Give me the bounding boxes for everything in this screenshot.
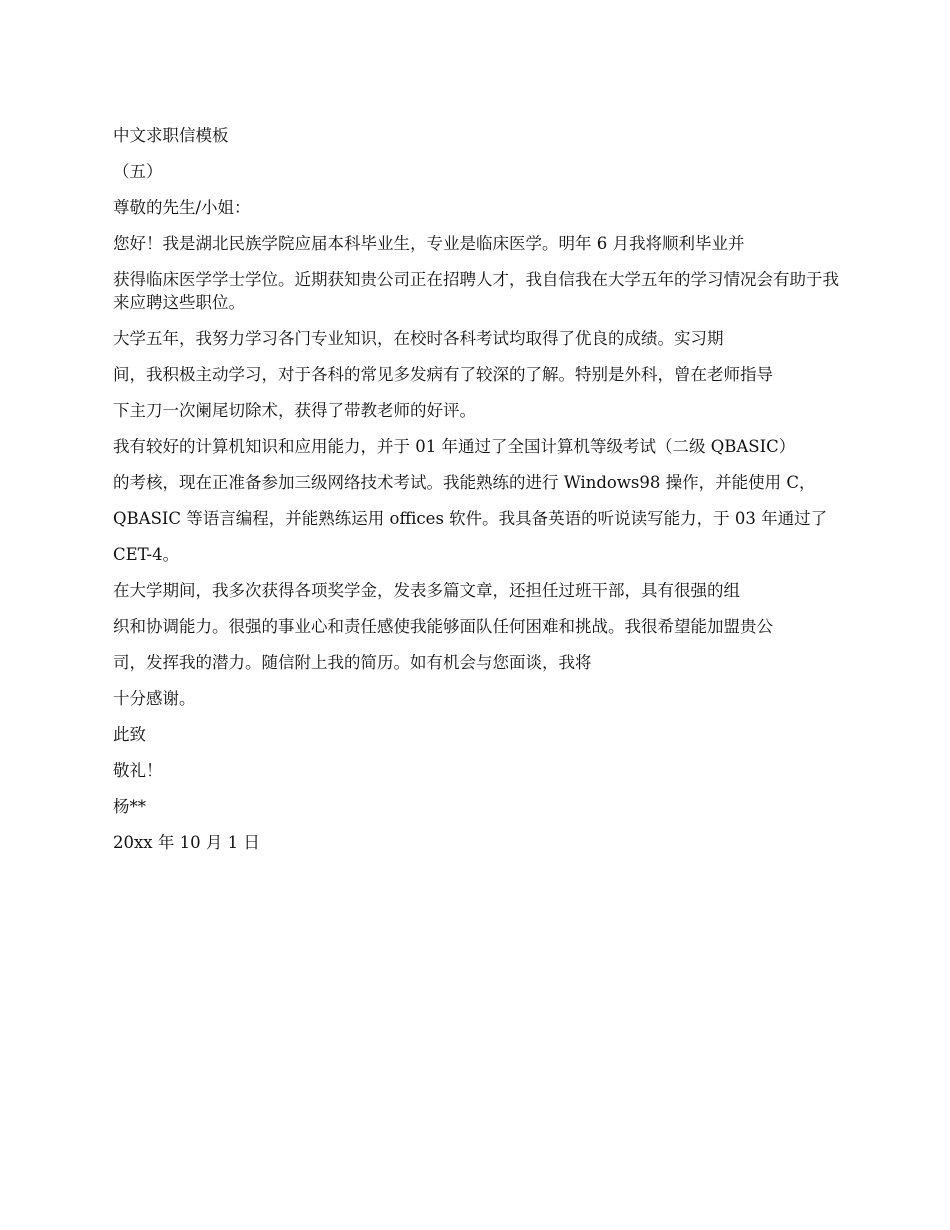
body-line: 在大学期间，我多次获得各项奖学金，发表多篇文章，还担任过班干部，具有很强的组 <box>113 581 740 600</box>
letter-date: 20xx 年 10 月 1 日 <box>113 833 260 852</box>
body-line: 织和协调能力。很强的事业心和责任感使我能够面队任何困难和挑战。我很希望能加盟贵公 <box>113 617 773 636</box>
body-line: 我有较好的计算机知识和应用能力，并于 01 年通过了全国计算机等级考试（二级 QBASIC） <box>113 437 796 456</box>
signature: 杨** <box>113 797 146 816</box>
letter-salutation: 尊敬的先生/小姐： <box>113 198 251 217</box>
letter-number: （五） <box>113 162 163 181</box>
body-line: 大学五年，我努力学习各门专业知识，在校时各科考试均取得了优良的成绩。实习期 <box>113 329 724 348</box>
body-line: 间，我积极主动学习，对于各科的常见多发病有了较深的了解。特别是外科，曾在老师指导 <box>113 365 773 384</box>
letter-title: 中文求职信模板 <box>113 126 229 145</box>
closing-line-2: 敬礼！ <box>113 761 163 780</box>
body-line: 下主刀一次阑尾切除术，获得了带教老师的好评。 <box>113 401 476 420</box>
letter-page <box>113 124 845 867</box>
body-line: QBASIC 等语言编程，并能熟练运用 offices 软件。我具备英语的听说读写能力，于 03 年通过了 <box>113 509 828 528</box>
body-line: 的考核，现在正准备参加三级网络技术考试。我能熟练的进行 Windows98 操作，并能使用 C， <box>113 473 816 492</box>
body-line: 司，发挥我的潜力。随信附上我的简历。如有机会与您面谈，我将 <box>113 653 592 672</box>
body-line: CET-4。 <box>113 545 180 564</box>
body-line: 您好！我是湖北民族学院应届本科毕业生，专业是临床医学。明年 6 月我将顺利毕业并 <box>113 234 745 253</box>
body-line: 十分感谢。 <box>113 689 196 708</box>
body-line: 获得临床医学学士学位。近期获知贵公司正在招聘人才，我自信我在大学五年的学习情况会有助于我来应聘这些职位。 <box>113 270 839 312</box>
closing-line-1: 此致 <box>113 725 146 744</box>
